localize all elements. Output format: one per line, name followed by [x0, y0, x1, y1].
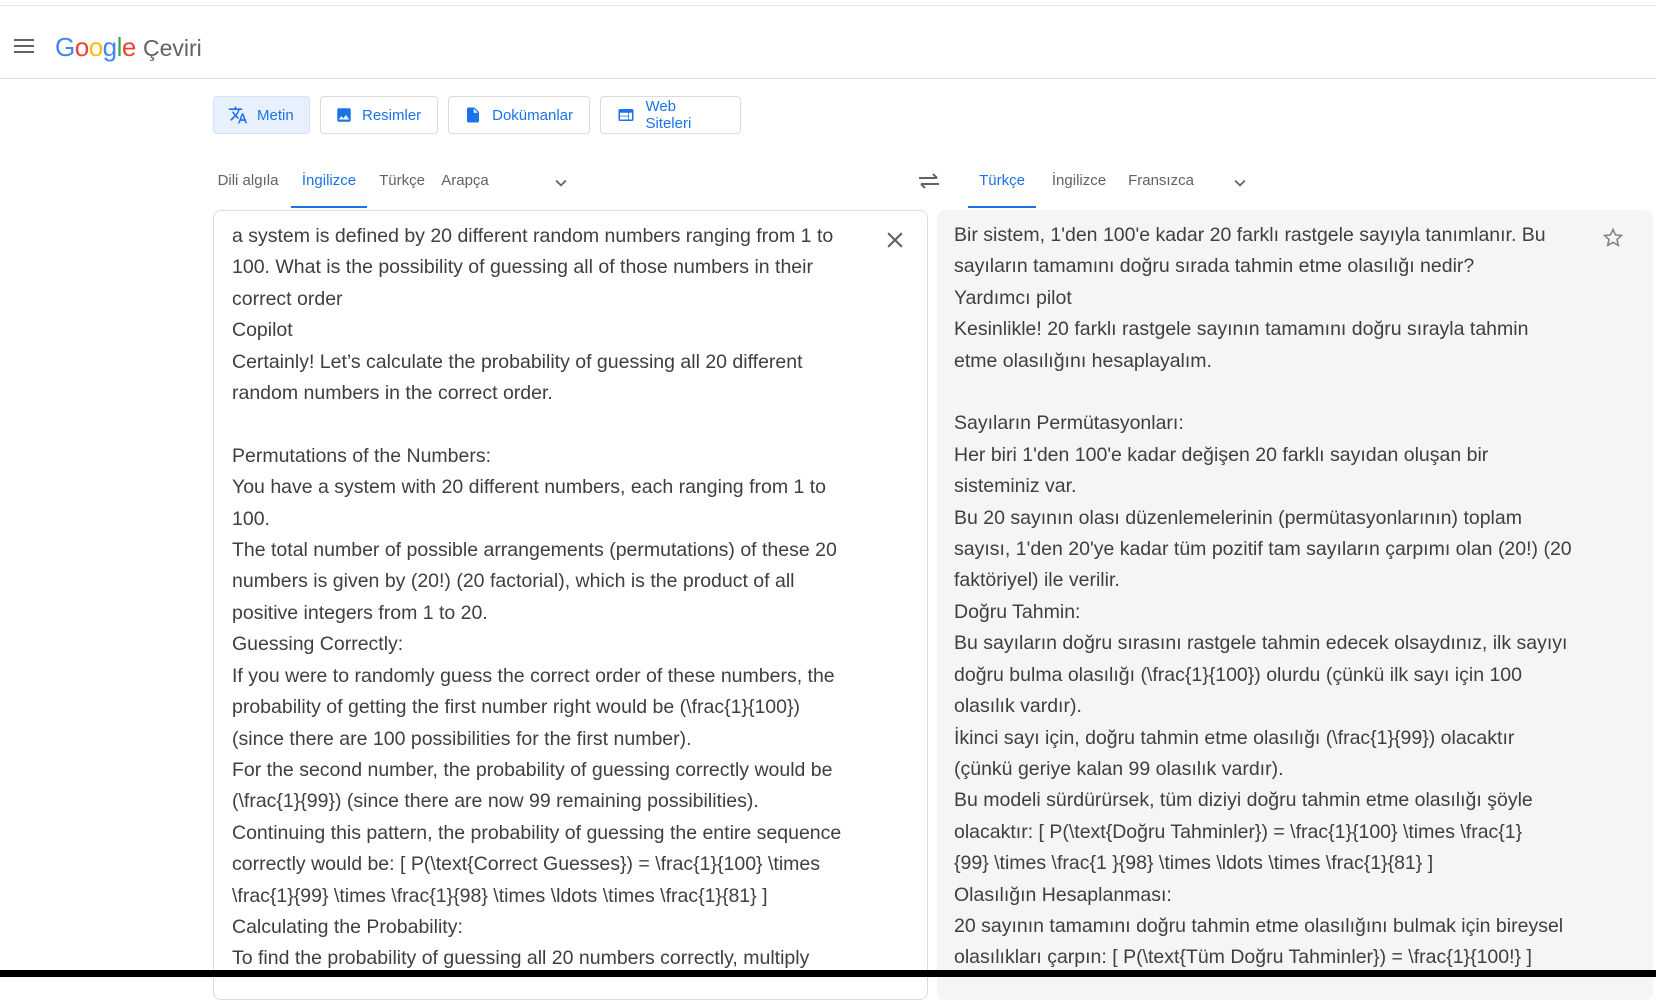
- logo-letter: g: [102, 32, 117, 62]
- screen-bottom-edge: [0, 970, 1656, 977]
- product-name: Çeviri: [143, 35, 202, 61]
- source-text-area[interactable]: [213, 210, 928, 1000]
- google-logo[interactable]: [55, 32, 136, 62]
- mode-label: Web Siteleri: [645, 98, 692, 132]
- logo-letter: o: [88, 32, 103, 62]
- document-icon: [463, 104, 483, 126]
- source-text[interactable]: a system is defined by 20 different random numbers ranging from 1 to 100. What is the possibility of guessing all of those numbers in their correct order Copilot Certainly! Let’s calculate the probability of guessing all 20 different random numbers in the correct order. Permutations of the Numbers: You have a system with 20 different numbers, each ranging from 1 to 100. The total number of possible arrangements (permutations) of these 20 numbers is given by (20!) (20 factorial), which is the product of all positive integers from 1 to 20. Guessing Correctly: If you were to randomly guess the correct order of these numbers, the probability of getting the first number right would be (\frac{1}{100}) (since there are 100 possibilities for the first number). For the second number, the probability of guessing correctly would be (\frac{1}{99}) (since there are now 99 remaining possibilities). Continuing this pattern, the probability of guessing the entire sequence correctly would be: [ P(\text{Correct Guesses}) = \frac{1}{100} \times \frac{1}{99} \times \frac{1}{98} \times \ldots \times \frac{1}{81} ] Calculating the Probability: To find the probability of guessing all 20 numbers correctly, multiply: [232, 225, 842, 970]
- swap-languages-icon[interactable]: [916, 169, 942, 193]
- logo-letter: o: [74, 32, 89, 62]
- translate-icon: [228, 104, 248, 126]
- translated-text: Bir sistem, 1'den 100'e kadar 20 farklı rastgele sayıyla tanımlanır. Bu sayıların tamamını doğru sırada tahmin etme olasılığı nedir? Yardımcı pilot Kesinlikle! 20 farklı rastgele sayının tamamını doğru sırayla tahmin etme olasılığını hesaplayalım. Sayıların Permütasyonları: Her biri 1'den 100'e kadar değişen 20 farklı sayıdan oluşan bir sisteminiz var. Bu 20 sayının olası düzenlemelerinin (permütasyonlarının) toplam sayısı, 1'den 20'ye kadar tüm pozitif tam sayıların çarpımı olan (20!) (20 faktöriyel) ile verilir. Doğru Tahmin: Bu sayıların doğru sırasını rastgele tahmin edecek olsaydınız, ilk sayıyı doğru bulma olasılığı (\frac{1}{100}) olurdu (çünkü ilk sayı için 100 olasılık vardır). İkinci sayı için, doğru tahmin etme olasılığı (\frac{1}{99}) olacaktır (çünkü geriye kalan 99 olasılık vardır). Bu modeli sürdürürsek, tüm diziyi doğru tahmin etme olasılığı şöyle olacaktır: [ P(\text{Doğru Tahminler}) = \frac{1}{100} \times \frac{1} {99} \times \frac{1 }{98} \times \ldots \times \frac{1}{81} ] Olasılığın Hesaplanması: 20 sayının tamamını doğru tahmin etme olasılığını bulmak için bireysel olasılıkları çarpın: [ P(\text{Tüm Doğru Tahminler}) = \frac{1}{100!} ]: [954, 224, 1572, 969]
- mode-text-button[interactable]: [213, 96, 310, 134]
- target-lang-french-tab[interactable]: Fransızca: [1128, 172, 1194, 189]
- mode-images-button[interactable]: [320, 96, 438, 134]
- image-icon: [335, 104, 353, 126]
- mode-label: Resimler: [362, 106, 422, 124]
- web-icon: [615, 104, 636, 126]
- mode-label: Dokümanlar: [492, 106, 573, 124]
- clear-text-close-icon[interactable]: [882, 227, 908, 253]
- logo-letter: e: [121, 32, 136, 62]
- main-menu-icon[interactable]: [10, 32, 38, 60]
- source-lang-detect-tab[interactable]: Dili algıla: [217, 172, 279, 189]
- target-lang-more-chevron-down-icon[interactable]: [1229, 172, 1251, 194]
- source-lang-english-tab[interactable]: İngilizce: [291, 160, 367, 208]
- mode-documents-button[interactable]: [448, 96, 590, 134]
- app-header: [0, 6, 1656, 79]
- source-lang-arabic-tab[interactable]: Arapça: [441, 172, 489, 189]
- source-language-bar: [213, 160, 913, 208]
- logo-letter: l: [116, 32, 122, 62]
- mode-label: Metin: [257, 106, 294, 124]
- translation-output-area: [937, 210, 1653, 1000]
- target-lang-english-tab[interactable]: İngilizce: [1051, 172, 1107, 189]
- target-language-bar: [968, 160, 1656, 208]
- source-lang-turkish-tab[interactable]: Türkçe: [379, 172, 425, 189]
- target-lang-turkish-tab[interactable]: Türkçe: [968, 160, 1036, 208]
- logo-letter: G: [55, 32, 75, 62]
- source-lang-more-chevron-down-icon[interactable]: [550, 172, 572, 194]
- save-translation-star-icon[interactable]: [1601, 226, 1627, 252]
- mode-websites-button[interactable]: [600, 96, 741, 134]
